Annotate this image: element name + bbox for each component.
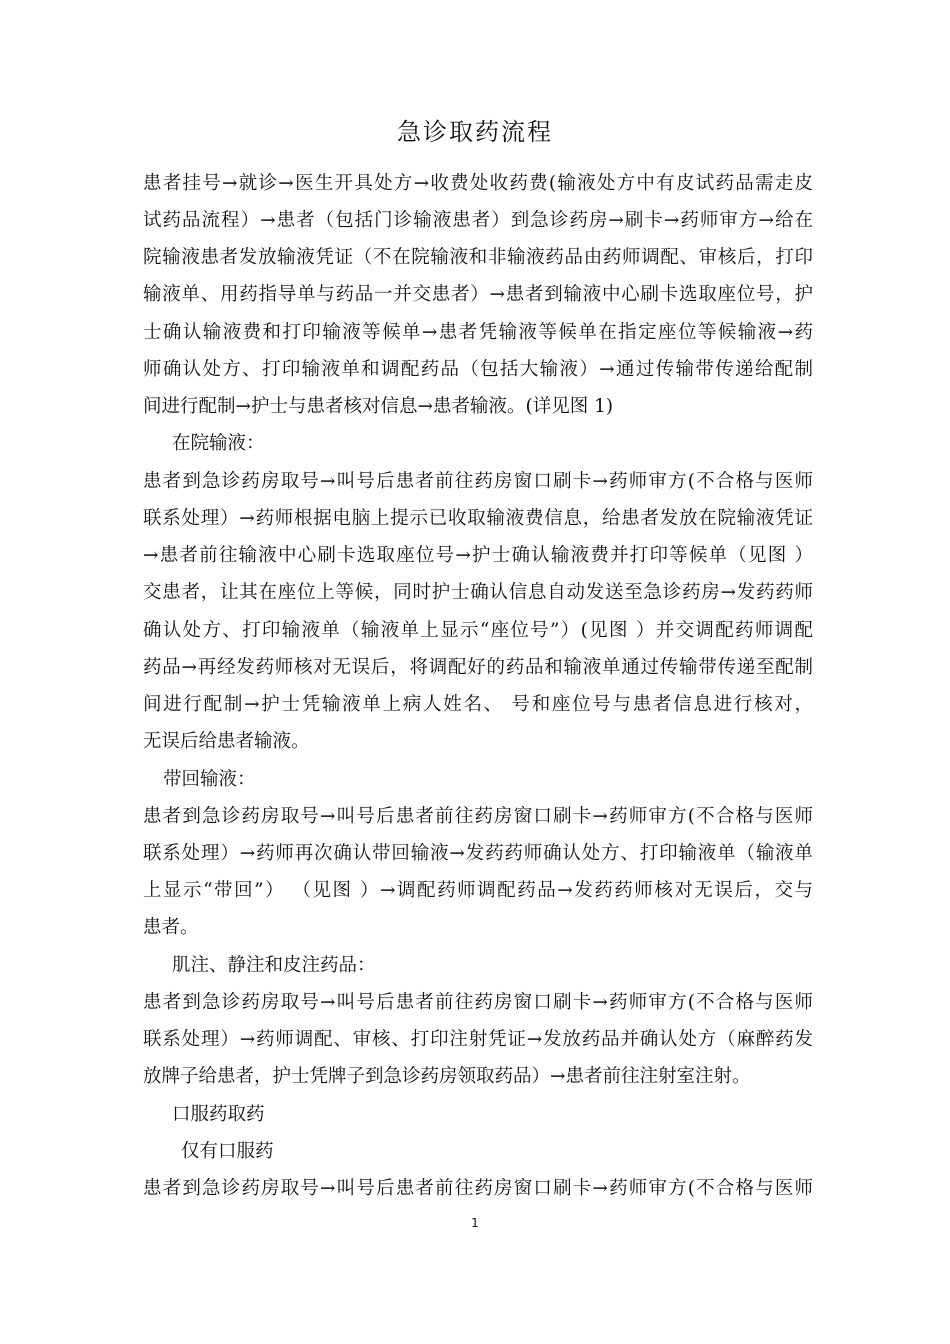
paragraph-line: 药品→再经发药师核对无误后，将调配好的药品和输液单通过传输带传递至配制	[143, 657, 813, 678]
paragraph-line: 输液单、用药指导单与药品一并交患者）→患者到输液中心刷卡选取座位号，护	[143, 284, 813, 305]
paragraph-line: 患者挂号→就诊→医生开具处方→收费处收药费(输液处方中有皮试药品需走皮	[143, 173, 813, 194]
paragraph-line: 院输液患者发放输液凭证（不在院输液和非输液药品由药师调配、审核后，打印	[143, 247, 813, 268]
paragraph-line: 士确认输液费和打印输液等候单→患者凭输液等候单在指定座位等候输液→药	[143, 322, 813, 343]
section-heading: 带回输液：	[163, 769, 256, 790]
paragraph-line: 间进行配制→护士与患者核对信息→患者输液。(详见图 1)	[143, 396, 614, 417]
section-heading: 在院输液：	[172, 433, 265, 454]
paragraph-line: 试药品流程）→患者（包括门诊输液患者）到急诊药房→刷卡→药师审方→给在	[143, 210, 813, 231]
paragraph-line: 患者到急诊药房取号→叫号后患者前往药房窗口刷卡→药师审方(不合格与医师	[143, 992, 813, 1013]
paragraph-line: 间进行配制→护士凭输液单上病人姓名、 号和座位号与患者信息进行核对，	[143, 694, 813, 715]
document-title: 急诊取药流程	[397, 118, 553, 146]
paragraph-line: 患者到急诊药房取号→叫号后患者前往药房窗口刷卡→药师审方(不合格与医师	[143, 471, 813, 492]
section-heading: 口服药取药	[172, 1104, 265, 1125]
paragraph-line: 上显示“带回”） （见图 ）→调配药师调配药品→发药药师核对无误后，交与	[143, 880, 813, 901]
paragraph-line: 交患者，让其在座位上等候，同时护士确认信息自动发送至急诊药房→发药药师	[143, 582, 813, 603]
paragraph-line: 放牌子给患者，护士凭牌子到急诊药房领取药品）→患者前往注射室注射。	[143, 1066, 751, 1087]
paragraph-line: 无误后给患者输液。	[143, 731, 310, 752]
paragraph-line: 确认处方、打印输液单（输液单上显示“座位号”）(见图 ）并交调配药师调配	[143, 620, 813, 641]
paragraph-line: 患者到急诊药房取号→叫号后患者前往药房窗口刷卡→药师审方(不合格与医师	[143, 1178, 813, 1199]
paragraph-line: 患者到急诊药房取号→叫号后患者前往药房窗口刷卡→药师审方(不合格与医师	[143, 806, 813, 827]
section-heading: 肌注、静注和皮注药品：	[172, 955, 376, 976]
paragraph-line: 联系处理）→药师再次确认带回输液→发药药师确认处方、打印输液单（输液单	[143, 843, 813, 864]
paragraph-line: →患者前往输液中心刷卡选取座位号→护士确认输液费并打印等候单（见图 ）	[143, 545, 813, 566]
paragraph-line: 联系处理）→药师根据电脑上提示已收取输液费信息，给患者发放在院输液凭证	[143, 508, 813, 529]
paragraph-line: 患者。	[143, 917, 199, 938]
subsection-heading: 仅有口服药	[181, 1141, 274, 1162]
page-number: 1	[471, 1216, 479, 1230]
paragraph-line: 师确认处方、打印输液单和调配药品（包括大输液）→通过传输带传递给配制	[143, 359, 813, 380]
paragraph-line: 联系处理）→药师调配、审核、打印注射凭证→发放药品并确认处方（麻醉药发	[143, 1029, 813, 1050]
